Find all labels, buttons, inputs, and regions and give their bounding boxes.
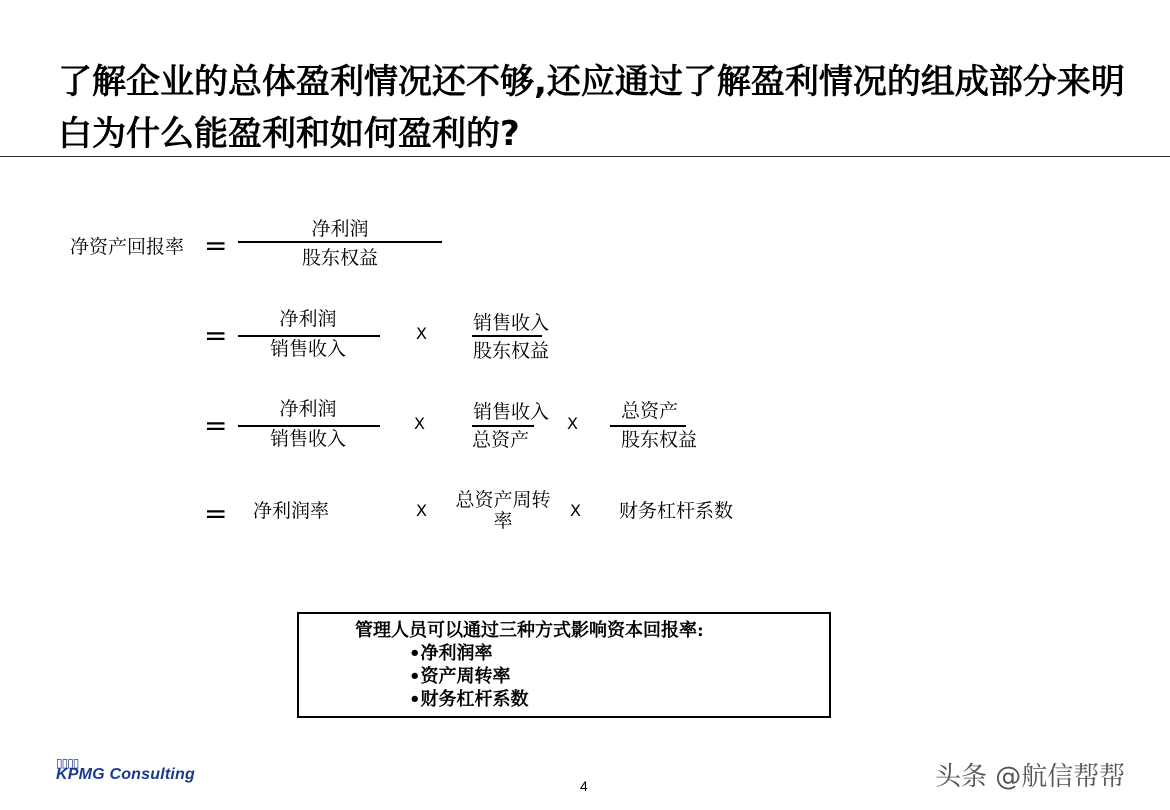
- row2-f1-bar: [238, 335, 380, 337]
- times-sign: X: [414, 414, 425, 433]
- row1-fraction-bar: [238, 241, 442, 243]
- equals-sign: =: [204, 229, 228, 262]
- row3-f1-bar: [238, 425, 380, 427]
- summary-heading: 管理人员可以通过三种方式影响资本回报率:: [355, 620, 704, 641]
- row2-f2-bar: [472, 335, 542, 337]
- row3-f2-bar: [472, 425, 534, 427]
- row2-f1-denominator: 销售收入: [269, 338, 346, 360]
- summary-bullet: •财务杠杆系数: [409, 689, 529, 710]
- page-title: 了解企业的总体盈利情况还不够,还应通过了解盈利情况的组成部分来明白为什么能盈利和如何盈利的?: [58, 62, 1125, 154]
- summary-bullet: •资产周转率: [409, 666, 511, 687]
- logo-mark-icon: ▯▯▯▯: [56, 756, 79, 770]
- equals-sign: =: [204, 497, 228, 530]
- row3-f3-denominator: 股东权益: [621, 429, 698, 451]
- times-sign: X: [567, 414, 578, 433]
- page-number: 4: [580, 778, 588, 794]
- kpmg-logo: KPMG Consulting: [56, 766, 195, 783]
- net-profit-margin: 净利润率: [253, 500, 330, 522]
- row3-f3-bar: [610, 425, 686, 427]
- asset-turnover-line2: 率: [493, 510, 513, 532]
- row2-f2-numerator: 销售收入: [472, 312, 549, 334]
- financial-leverage: 财务杠杆系数: [619, 500, 734, 522]
- row1-denominator: 股东权益: [301, 247, 378, 269]
- summary-bullet: •净利润率: [409, 643, 493, 664]
- row3-f2-denominator: 总资产: [472, 429, 530, 451]
- times-sign: X: [416, 501, 427, 520]
- row3-f1-numerator: 净利润: [279, 398, 337, 420]
- summary-box: [297, 612, 831, 718]
- equals-sign: =: [204, 319, 228, 352]
- roe-label: 净资产回报率: [70, 236, 185, 258]
- row3-f2-numerator: 销售收入: [472, 401, 549, 423]
- times-sign: X: [570, 501, 581, 520]
- row2-f1-numerator: 净利润: [279, 308, 337, 330]
- title-divider: [0, 156, 1170, 157]
- equals-sign: =: [204, 409, 228, 442]
- row3-f3-numerator: 总资产: [621, 400, 679, 422]
- row1-numerator: 净利润: [311, 218, 369, 240]
- asset-turnover-line1: 总资产周转: [455, 489, 551, 511]
- row3-f1-denominator: 销售收入: [269, 428, 346, 450]
- watermark: 头条 @航信帮帮: [935, 762, 1126, 792]
- times-sign: X: [416, 324, 427, 343]
- row2-f2-denominator: 股东权益: [472, 340, 549, 362]
